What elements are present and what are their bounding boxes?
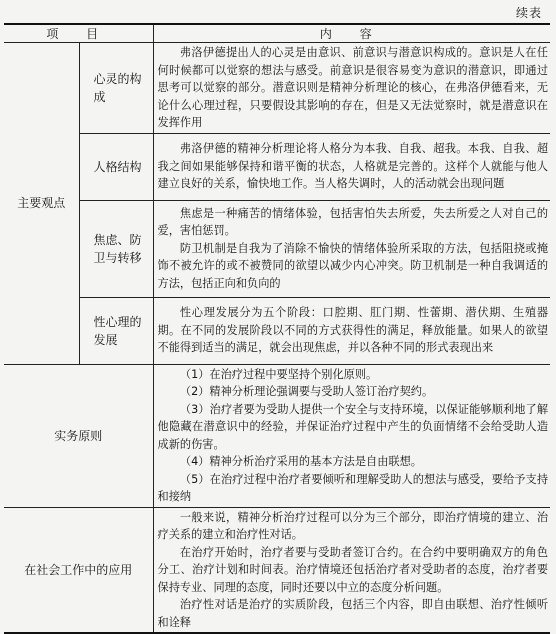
personality-structure-label: 人格结构 — [79, 133, 153, 200]
application-paragraph-1: 一般来说，精神分析治疗过程可以分为三个部分，即治疗情境的建立、治疗关系的建立和治疗性对话。 — [157, 510, 549, 541]
defense-mechanism-paragraph: 防卫机制是自我为了消除不愉快的情绪体验所采取的方法，包括阻挠或掩饰不被允许的或不被赞同的欲望以减少内心冲突。防卫机制是一种自我调适的方法，包括正向和负向的 — [157, 241, 549, 290]
continued-table-label: 续表 — [515, 6, 542, 20]
principle-item-4: （4）精神分析治疗采用的基本方法是自由联想。 — [179, 455, 422, 468]
mind-structure-content: 弗洛伊德提出人的心灵是由意识、前意识与潜意识构成的。意识是人在任何时候都可以觉察的想法与感受。前意识是很容易变为意识的潜意识，即通过思考可以觉察的部分。潜意识则是精神分析理论的核心，在弗洛伊德看来，无论什么心理过程，只要假设其影响的存在，但是又无法觉察时，就是潜意识在发挥作用 — [153, 43, 550, 134]
main-views-label: 主要观点 — [4, 43, 79, 365]
practice-principles-label: 实务原则 — [4, 364, 153, 507]
item-column-header: 项 目 — [4, 24, 153, 43]
social-work-application-label: 在社会工作中的应用 — [4, 507, 153, 633]
practice-principles-content — [153, 364, 550, 507]
principle-item-5: （5）在治疗过程中治疗者要倾听和理解受助人的想法与感受，要给予支持和接纳 — [157, 472, 549, 503]
psychosexual-development-label: 性心理的发展 — [79, 297, 153, 364]
anxiety-paragraph: 焦虑是一种痛苦的情绪体验，包括害怕失去所爱，失去所爱之人对自己的爱，害怕惩罚。 — [157, 206, 549, 238]
anxiety-defense-transfer-content — [153, 200, 550, 297]
principle-item-1: （1）在治疗过程中要坚持个别化原则。 — [179, 367, 378, 381]
application-paragraph-3: 治疗性对话是治疗的实质阶段，包括三个内容，即自由联想、治疗性倾听和诠释 — [157, 598, 549, 629]
personality-structure-content: 弗洛伊德的精神分析理论将人格分为本我、自我、超我。本我、自我、超我之间如果能够保持和谐平衡的状态，人格就是完善的。这样个人就能与他人建立良好的关系，愉快地工作。当人格失调时，人的活动就会出现问题 — [153, 133, 550, 200]
psychosexual-development-content: 性心理发展分为五个阶段：口腔期、肛门期、性蕾期、潜伏期、生殖器期。在不同的发展阶段以不同的方式获得性的满足，释放能量。如果人的欲望不能得到适当的满足，就会出现焦虑，并以各种不同的形式表现出来 — [153, 297, 550, 364]
table-header-row — [4, 24, 550, 43]
anxiety-defense-transfer-label: 焦虑、防卫与转移 — [79, 200, 153, 297]
application-paragraph-2: 在治疗开始时，治疗者要与受助者签订合约。在合约中要明确双方的角色分工、治疗计划和时间表。治疗情境还包括治疗者对受助者的态度，治疗者要保持专业、同理的态度，同时还要以中立的态度分析问题。 — [157, 545, 549, 594]
table-row-social-work-application — [4, 507, 550, 633]
table-row-mind-structure — [4, 43, 550, 134]
principle-item-3: （3）治疗者要为受助人提供一个安全与支持环境，以保证能够顺利地了解他隐藏在潜意识中的经验，并保证治疗过程中产生的负面情绪不会给受助人造成新的伤害。 — [157, 402, 549, 451]
social-work-application-content — [153, 507, 550, 633]
table-row-practice-principles — [4, 364, 550, 507]
principle-item-2: （2）精神分析理论强调要与受助人签订治疗契约。 — [179, 385, 434, 398]
summary-table — [4, 23, 550, 634]
table-row-anxiety-defense-transfer — [4, 200, 550, 297]
mind-structure-label: 心灵的构成 — [79, 43, 153, 134]
table-row-psychosexual-development — [4, 297, 550, 364]
content-column-header: 内 容 — [153, 24, 550, 43]
table-row-personality-structure — [4, 133, 550, 200]
